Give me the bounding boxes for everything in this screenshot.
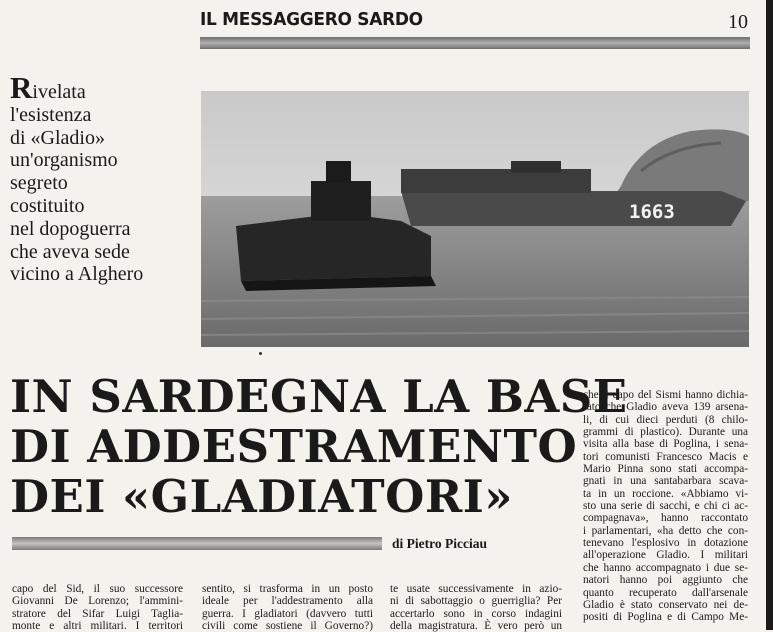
intro-line: che aveva sede <box>10 240 130 263</box>
page-number: 10 <box>728 11 748 33</box>
page-edge-shadow <box>766 0 773 630</box>
intro-line: costituito <box>10 194 85 217</box>
text-line: quanto recuperato dall'arsenale <box>583 586 748 599</box>
text-line: sentito, si trasforma in un posto <box>202 583 373 595</box>
headline-line: DEI «GLADIATORI» <box>10 470 513 523</box>
masthead-rule <box>200 37 750 49</box>
hull-number: 1663 <box>629 201 675 223</box>
text-line: ideale per l'addestramento alla <box>202 595 373 608</box>
text-line: che il capo del Sismi hanno dichia- <box>583 389 748 401</box>
text-line: stratore del Sifar Luigi Taglia- <box>12 607 183 620</box>
intro-line: l'esistenza <box>10 103 92 126</box>
text-line: Mario Pinna sono stati accompa- <box>583 463 748 476</box>
intro-line: di «Gladio» <box>10 126 105 149</box>
text-line: natori hanno poi aggiunto che <box>583 574 748 587</box>
text-line: tori comunisti Francesco Macis e <box>583 450 748 463</box>
text-line: li, di cui dieci perduti (8 chilo- <box>583 413 748 426</box>
text-line: Gladio è stato conservato nei de- <box>583 598 748 611</box>
text-line: visita alla base di Poglina, i sena- <box>583 438 748 451</box>
text-line: Giovanni De Lorenzo; l'ammini- <box>12 595 183 608</box>
text-line: ni di sabottaggio o guerriglia? Per <box>390 595 562 608</box>
masthead-title: IL MESSAGGERO SARDO <box>200 9 423 31</box>
dropcap: R <box>10 70 33 105</box>
text-line: rato che Gladio aveva 139 arsena- <box>583 401 748 414</box>
intro-deck <box>10 70 195 286</box>
byline: di Pietro Picciau <box>392 536 487 551</box>
intro-line: nel dopoguerra <box>10 217 131 240</box>
text-line: che hanno accompagnato i due se- <box>583 561 748 574</box>
text-line: gnati in una santabarbara scava- <box>583 475 748 488</box>
bottom-column-2 <box>202 583 373 632</box>
headline-line: IN SARDEGNA LA BASE <box>10 370 628 423</box>
text-line: tenevano l'esplosivo in dotazione <box>583 537 748 550</box>
text-line: grammi di plastico). Durante una <box>583 426 748 439</box>
byline-rule <box>12 537 382 550</box>
headline <box>10 370 628 523</box>
text-line: all'operazione Gladio. I militari <box>583 549 748 562</box>
intro-line: vicino a Alghero <box>10 263 144 286</box>
text-line: della magistratura. È vero però un <box>390 620 562 632</box>
headline-line: DI ADDESTRAMENTO <box>10 420 578 473</box>
text-line: sto una serie di sacchi, e chi ci ac- <box>583 500 748 513</box>
intro-line: segreto <box>10 172 68 195</box>
text-line: positi di Poglina e di Campo Me- <box>583 611 748 624</box>
text-line: capo del Sid, il suo successore <box>12 583 183 595</box>
text-line: te usate successivamente in azio- <box>390 583 562 595</box>
text-line: civili come sostiene il Governo?) <box>202 620 373 632</box>
bottom-column-1 <box>12 583 183 632</box>
text-line: monte e altri militari. I territori <box>12 620 183 632</box>
text-line: accertarlo sono in corso indagini <box>390 607 562 620</box>
bottom-column-3 <box>390 583 562 632</box>
right-column-text <box>583 389 748 624</box>
landing-craft-photo-icon <box>201 91 749 347</box>
text-line: compagnava», hanno raccontato <box>583 512 748 525</box>
intro-line: ivelata <box>32 81 86 103</box>
text-line: guerra. I gladiatori (davvero tutti <box>202 607 373 620</box>
intro-line: un'organismo <box>10 149 118 172</box>
intro-line-first <box>10 70 195 105</box>
print-speck <box>259 352 262 355</box>
text-line: ta in un roccione. «Abbiamo vi- <box>583 487 748 500</box>
text-line: i parlamentari, «ha detto che con- <box>583 524 748 537</box>
